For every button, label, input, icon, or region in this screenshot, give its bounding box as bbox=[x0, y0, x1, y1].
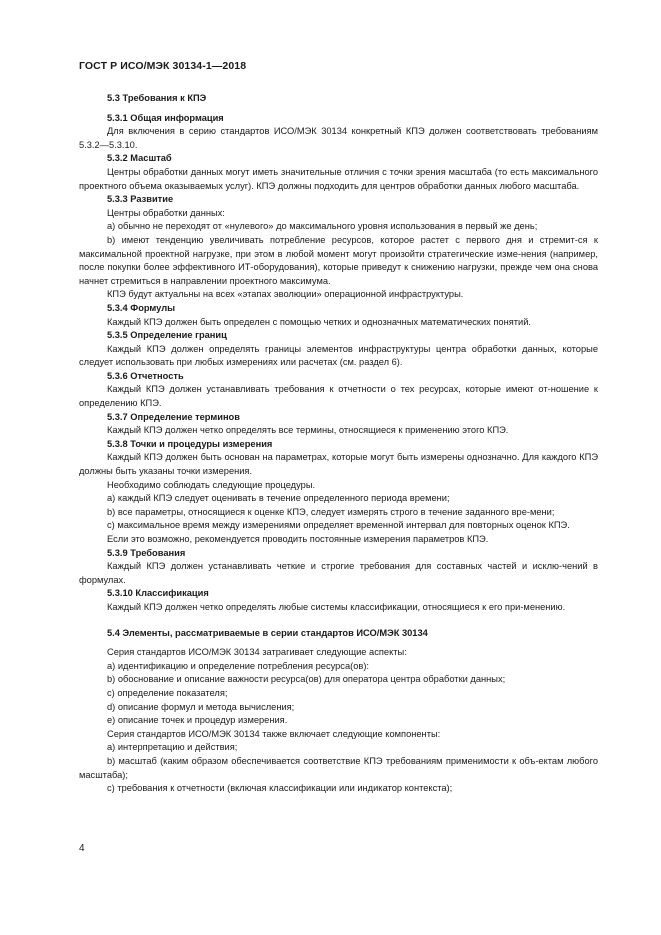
spacer bbox=[79, 615, 598, 627]
subsection-heading: 5.3.1 Общая информация bbox=[107, 112, 224, 123]
paragraph: Каждый КПЭ должен быть определен с помощью четких и однозначных математических понятий. bbox=[107, 316, 531, 327]
paragraph: Необходимо соблюдать следующие процедуры. bbox=[107, 479, 316, 490]
subsection-heading: 5.3.7 Определение терминов bbox=[107, 411, 240, 422]
paragraph: а) обычно не переходят от «нулевого» до максимального уровня использования в первый же день; bbox=[107, 221, 538, 232]
subsection-heading: 5.3.9 Требования bbox=[107, 547, 186, 558]
subsection-heading: 5.3.4 Формулы bbox=[107, 302, 176, 313]
paragraph: с) требования к отчетности (включая классификации или индикатор контекста); bbox=[107, 783, 453, 794]
paragraph: b) все параметры, относящиеся к оценке КПЭ, следует измерять строго в течение заданного вре-мени; bbox=[107, 506, 555, 517]
page-header: ГОСТ Р ИСО/МЭК 30134-1—2018 bbox=[79, 60, 247, 72]
paragraph: Серия стандартов ИСО/МЭК 30134 также включает следующие компоненты: bbox=[107, 728, 441, 739]
section-heading: 5.3 Требования к КПЭ bbox=[107, 93, 207, 103]
paragraph: а) интерпретацию и действия; bbox=[107, 742, 238, 753]
paragraph: Каждый КПЭ должен быть основан на параметрах, которые могут быть измерены однозначно. Для каждого КПЭ должны быть указаны точки измерения. bbox=[79, 452, 598, 477]
paragraph: Центры обработки данных могут иметь значительные отличия с точки зрения масштаба (то есть максимального проектного объема оказываемых услуг). КПЭ должны подходить для центров обработки данных любого масштаба. bbox=[79, 166, 598, 191]
subsection-heading: 5.3.2 Масштаб bbox=[107, 153, 172, 164]
paragraph: Каждый КПЭ должен устанавливать требования к отчетности о тех ресурсах, которые имеют от-ношение к определению КПЭ. bbox=[79, 384, 598, 409]
document-body bbox=[79, 92, 598, 796]
paragraph: с) максимальное время между измерениями определяет временной интервал для повторных оценок КПЭ. bbox=[107, 520, 570, 531]
paragraph: Каждый КПЭ должен четко определять любые системы классификации, относящиеся к его при-менению. bbox=[107, 601, 566, 612]
paragraph: с) определение показателя; bbox=[107, 687, 228, 698]
paragraph: b) имеют тенденцию увеличивать потребление ресурсов, которое растет с первого дня и стремит-ся к максимальной проектной нагрузке, при этом в любой момент могут произойти стратегические изме-нения (например, после покупки более эффективного ИТ-оборудования), которые приведут к снижению нагрузки, прежде чем она снова начнет стремиться в направлении проектного максимума. bbox=[79, 234, 598, 286]
paragraph: b) обоснование и описание важности ресурса(ов) для оператора центра обработки данных; bbox=[107, 674, 506, 685]
paragraph: е) описание точек и процедур измерения. bbox=[107, 715, 288, 726]
subsection-heading: 5.3.10 Классификация bbox=[107, 588, 209, 599]
paragraph: КПЭ будут актуальны на всех «этапах эволюции» операционной инфраструктуры. bbox=[107, 289, 464, 300]
paragraph: b) масштаб (каким образом обеспечивается соответствие КПЭ требованиям применимости к объ-ектам любого масштаба); bbox=[79, 755, 598, 780]
paragraph: Каждый КПЭ должен определять границы элементов инфраструктуры центра обработки данных, которые следует использовать при любых измерениях или расчетах (см. раздел 6). bbox=[79, 343, 598, 368]
paragraph: Каждый КПЭ должен четко определять все термины, относящиеся к применению этого КПЭ. bbox=[107, 425, 509, 436]
subsection-heading: 5.3.3 Развитие bbox=[107, 194, 174, 205]
paragraph: а) каждый КПЭ следует оценивать в течение определенного периода времени; bbox=[107, 493, 450, 504]
paragraph: Серия стандартов ИСО/МЭК 30134 затрагивает следующие аспекты: bbox=[107, 647, 407, 658]
subsection-heading: 5.3.8 Точки и процедуры измерения bbox=[107, 438, 273, 449]
section-heading: 5.4 Элементы, рассматриваемые в серии стандартов ИСО/МЭК 30134 bbox=[107, 627, 428, 638]
paragraph: Каждый КПЭ должен устанавливать четкие и строгие требования для составных частей и исклю-чений в формулах. bbox=[79, 561, 598, 585]
subsection-heading: 5.3.5 Определение границ bbox=[107, 330, 227, 341]
paragraph: Для включения в серию стандартов ИСО/МЭК 30134 конкретный КПЭ должен соответствовать требованиям 5.3.2—5.3.10. bbox=[79, 126, 598, 150]
page-number: 4 bbox=[79, 843, 85, 854]
paragraph: d) описание формул и метода вычисления; bbox=[107, 701, 295, 712]
subsection-heading: 5.3.6 Отчетность bbox=[107, 370, 184, 381]
paragraph: Центры обработки данных: bbox=[107, 207, 225, 218]
paragraph: Если это возможно, рекомендуется проводить постоянные измерения параметров КПЭ. bbox=[107, 534, 489, 544]
paragraph: а) идентификацию и определение потребления ресурса(ов): bbox=[107, 660, 370, 671]
